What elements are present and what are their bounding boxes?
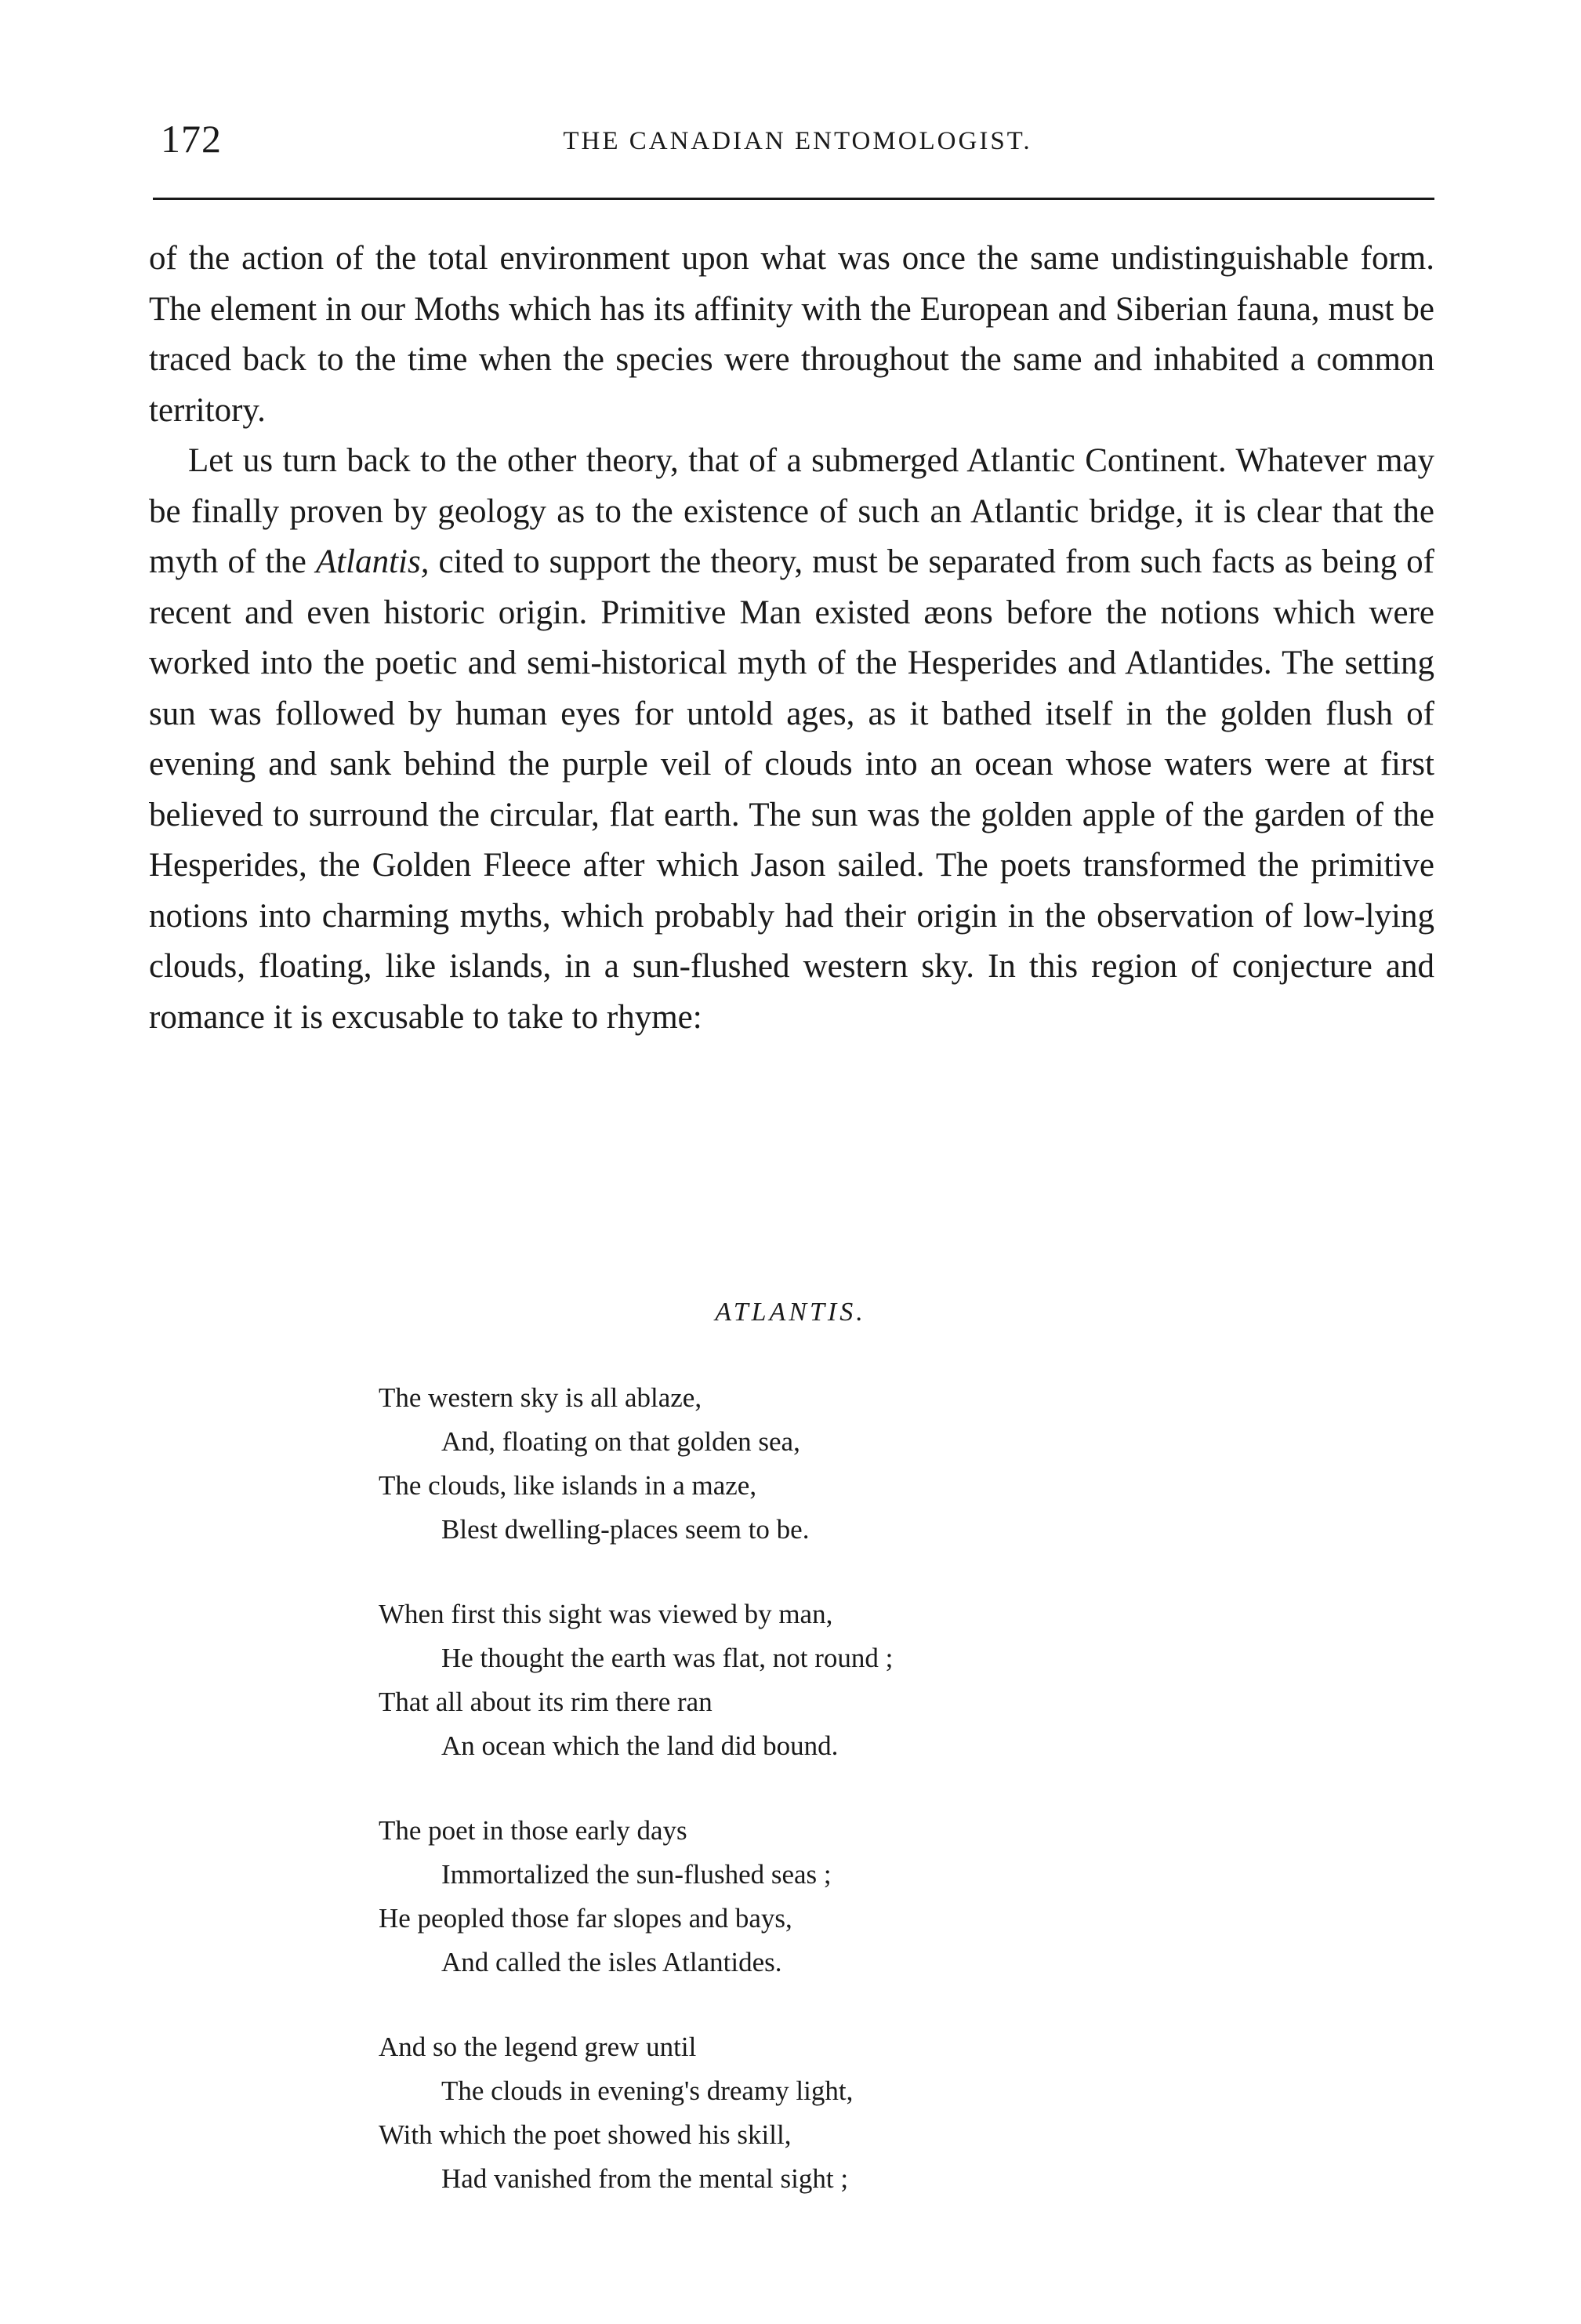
poem-line: When first this sight was viewed by man, bbox=[379, 1599, 833, 1629]
poem-line: He peopled those far slopes and bays, bbox=[379, 1903, 792, 1934]
page-number: 172 bbox=[161, 117, 222, 161]
stanza-2 bbox=[379, 1592, 1319, 1768]
poem-line: The poet in those early days bbox=[379, 1815, 687, 1846]
paragraph-2-part-2: cited to support the theory, must be separated from such facts as being of recent and even historic origin. Primitive Man existed æons before the notions which were worked into the poetic and semi-historical myth of the Hesperides and Atlantides. The setting sun was followed by human eyes for untold ages, as it bathed itself in the golden flush of evening and sank behind the purple veil of clouds into an ocean whose waters were at first believed to surround the circular, flat earth. The sun was the golden apple of the garden of the Hesperides, the Golden Fleece after which Jason sailed. The poets transformed the primitive notions into charming myths, which probably had their origin in the observation of low-lying clouds, floating, like islands, in a sun-flushed western sky. In this region of conjecture and romance it is excusable to take to rhyme: bbox=[149, 543, 1435, 1036]
poem-line: Had vanished from the mental sight ; bbox=[441, 2163, 849, 2194]
poem-title: ATLANTIS. bbox=[715, 1298, 866, 1327]
atlantis-italic: Atlantis, bbox=[315, 543, 430, 580]
poem-line: And, floating on that golden sea, bbox=[441, 1426, 800, 1457]
poem-line: The clouds in evening's dreamy light, bbox=[441, 2075, 854, 2106]
poem-line: The western sky is all ablaze, bbox=[379, 1382, 702, 1413]
paragraph-2 bbox=[149, 436, 1434, 1043]
article-body bbox=[149, 234, 1434, 1043]
paragraph-2-part-1: Let us turn back to the other theory, that of a submerged Atlantic Continent. Whatever may be finally proven by geology as to the existence of such an Atlantic bridge, it is clear that the myth of the bbox=[149, 442, 1434, 580]
poem-line: And called the isles Atlantides. bbox=[441, 1947, 782, 1977]
poem-line: Immortalized the sun-flushed seas ; bbox=[441, 1859, 832, 1890]
running-head: THE CANADIAN ENTOMOLOGIST. bbox=[563, 127, 1032, 155]
poem-line: And so the legend grew until bbox=[379, 2032, 697, 2062]
poem-line: With which the poet showed his skill, bbox=[379, 2119, 792, 2150]
page-header bbox=[161, 116, 1434, 171]
stanza-3 bbox=[379, 1809, 1319, 1984]
poem-line: The clouds, like islands in a maze, bbox=[379, 1470, 757, 1501]
stanza-4 bbox=[379, 2025, 1319, 2201]
header-rule bbox=[153, 198, 1434, 200]
poem-line: An ocean which the land did bound. bbox=[441, 1730, 839, 1761]
stanza-1 bbox=[379, 1376, 1319, 1552]
poem bbox=[379, 1376, 1319, 2242]
poem-line: He thought the earth was flat, not round ; bbox=[441, 1643, 894, 1673]
paragraph-1: of the action of the total environment upon what was once the same undistinguishable form. The element in our Moths which has its affinity with the European and Siberian fauna, must be traced back to the time when the species were throughout the same and inhabited a common territory. bbox=[149, 240, 1434, 429]
poem-line: That all about its rim there ran bbox=[379, 1687, 713, 1717]
poem-line: Blest dwelling-places seem to be. bbox=[441, 1514, 810, 1545]
